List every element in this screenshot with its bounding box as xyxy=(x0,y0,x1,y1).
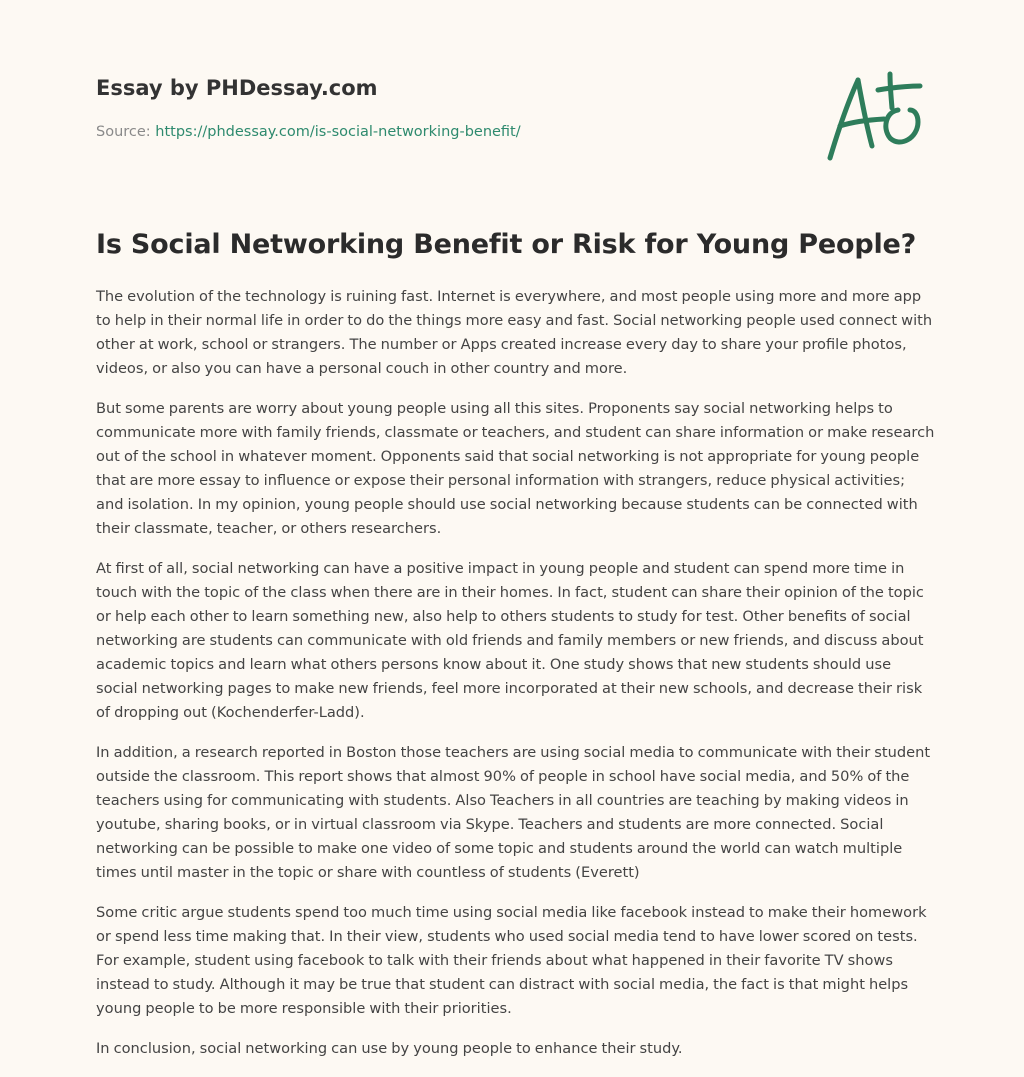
source-link[interactable]: https://phdessay.com/is-social-networking-benefit/ xyxy=(155,124,521,140)
paragraph: In addition, a research reported in Boston those teachers are using social media to communicate with their student outside the classroom. This report shows that almost 90% of people in school have social media, and 50% of the teachers using for communicating with students. Also Teachers in all countries are teaching by making videos in youtube, sharing books, or in virtual classroom via Skype. Teachers and students are more connected. Social networking can be possible to make one video of some topic and students around the world can watch multiple times until master in the topic or share with countless of students (Everett) xyxy=(96,744,931,881)
paragraph: In conclusion, social networking can use by young people to enhance their study. xyxy=(96,1040,683,1057)
paragraph: The evolution of the technology is ruining fast. Internet is everywhere, and most people using more and more app to help in their normal life in order to do the things more easy and fast. Social networking people used connect with other at work, school or strangers. The number or Apps created increase every day to share your profile photos, videos, or also you can have a personal couch in other country and more. xyxy=(96,288,933,377)
paragraph: But some parents are worry about young people using all this sites. Proponents say social networking helps to communicate more with family friends, classmate or teachers, and student can share information or make research out of the school in whatever moment. Opponents said that social networking is not appropriate for young people that are more essay to influence or expose their personal information with strangers, reduce physical activities; and isolation. In my opinion, young people should use social networking because students can be connected with their classmate, teacher, or others researchers. xyxy=(96,400,935,537)
essay-title: Is Social Networking Benefit or Risk for Young People? xyxy=(96,229,917,260)
source-label: Source: xyxy=(96,124,156,140)
source-line xyxy=(96,122,796,142)
paragraph: Some critic argue students spend too much time using social media like facebook instead to make their homework or spend less time making that. In their view, students who used social media tend to have lower scored on tests. For example, student using facebook to talk with their friends about what happened in their favorite TV shows instead to study. Although it may be true that student can distract with social media, the fact is that might helps young people to be more responsible with their priorities. xyxy=(96,904,927,1017)
paragraph: At first of all, social networking can have a positive impact in young people and student can spend more time in touch with the topic of the class when there are in their homes. In fact, student can share their opinion of the topic or help each other to learn something new, also help to others students to study for test. Other benefits of social networking are students can communicate with old friends and family members or new friends, and discuss about academic topics and learn what others persons know about it. One study shows that new students should use social networking pages to make new friends, feel more incorporated at their new schools, and decrease their risk of dropping out (Kochenderfer-Ladd). xyxy=(96,560,924,721)
essay-body xyxy=(96,285,936,1077)
essay-header xyxy=(96,72,796,142)
site-brand: Essay by PHDessay.com xyxy=(96,76,378,100)
a-plus-grade-icon xyxy=(820,66,930,166)
